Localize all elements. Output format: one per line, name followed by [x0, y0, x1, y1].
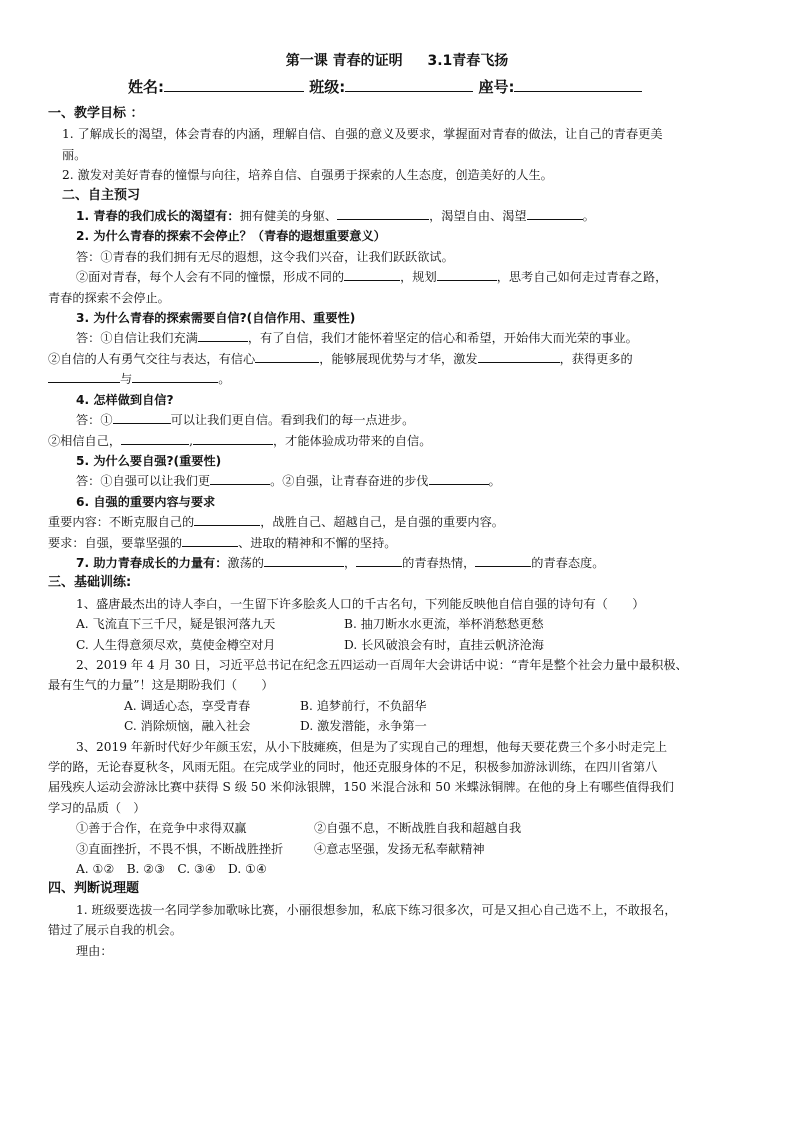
q1-line — [48, 206, 760, 226]
q6-title: 6. 自强的重要内容与要求 — [76, 494, 216, 509]
name-label: 姓名: — [128, 78, 164, 96]
item-1-options-row-2 — [48, 635, 760, 655]
q3-blank-3[interactable] — [478, 350, 560, 363]
q1-text-c: 。 — [582, 209, 595, 224]
item-3-statement-1: ①善于合作，在竞争中求得双赢 — [76, 821, 247, 836]
goal-2: 2. 激发对美好青春的憧憬与向往，培养自信、自强勇于探索的人生态度，创造美好的人生。 — [62, 168, 553, 183]
section-heading-judgement: 四、判断说理题 — [48, 881, 140, 897]
section-title: 3.1青春飞扬 — [427, 53, 509, 69]
q6-text-a: 重要内容：不断克服自己的 — [48, 515, 195, 530]
q7-line — [48, 553, 760, 573]
q4-text-b: 可以让我们更自信。看到我们的每一点进步。 — [170, 413, 415, 428]
section-heading-preview: 二、自主预习 — [62, 187, 141, 203]
q4-line-2 — [48, 431, 760, 451]
q5-title: 5. 为什么要自强?(重要性) — [76, 453, 222, 468]
q5-blank-1[interactable] — [210, 472, 270, 485]
q2-text-a: ②面对青春，每个人会有不同的憧憬，形成不同的 — [76, 270, 345, 285]
lesson-title: 第一课 青春的证明 — [285, 53, 403, 69]
item-3-statement-2: ②自强不息，不断战胜自我和超越自我 — [314, 821, 522, 836]
q2-blank-2[interactable] — [437, 268, 497, 281]
q1-blank-2[interactable] — [527, 207, 583, 220]
q1-title: 1. 青春的我们成长的渴望有： — [76, 209, 240, 224]
class-label: 班级: — [309, 78, 346, 96]
item-2-options-row-1 — [48, 696, 760, 716]
q7-text-d: 的青春态度。 — [531, 555, 605, 570]
q3-text-d: ，能够展现优势与才华，激发 — [319, 351, 478, 366]
q2-title: 2. 为什么青春的探索不会停止？（青春的遐想重要意义） — [76, 229, 386, 244]
q5-blank-2[interactable] — [429, 472, 489, 485]
q3-text-c: ②自信的人有勇气交往与表达，有信心 — [48, 351, 256, 366]
item-1-stem: 1、盛唐最杰出的诗人李白，一生留下许多脍炙人口的千古名句，下列能反映他自信自强的诗句有（ ） — [76, 596, 645, 611]
item-3-stem-line-4: 学习的品质（ ） — [48, 800, 146, 815]
q6-blank-1[interactable] — [194, 513, 260, 526]
q3-text-b: ，有了自信，我们才能怀着坚定的信心和希望，开始伟大而光荣的事业。 — [247, 331, 638, 346]
q3-blank-5[interactable] — [132, 370, 218, 383]
item-1-option-d[interactable]: D. 长风破浪会有时，直挂云帆济沧海 — [344, 637, 544, 652]
q2-line-1: 答：①青春的我们拥有无尽的遐想，这令我们兴奋，让我们跃跃欲试。 — [76, 249, 454, 264]
q6-line-1 — [48, 512, 760, 532]
q3-blank-4[interactable] — [48, 370, 120, 383]
q3-blank-2[interactable] — [255, 350, 319, 363]
q1-text-b: ，渴望自由、渴望 — [429, 209, 527, 224]
seat-label: 座号: — [478, 78, 515, 96]
q1-blank-1[interactable] — [337, 207, 429, 220]
q4-text-e: ，才能体验成功带来的自信。 — [273, 433, 432, 448]
q3-line-3 — [48, 369, 760, 389]
q3-line-1 — [48, 328, 760, 348]
q3-text-a: 答：①自信让我们充满 — [76, 331, 198, 346]
q3-text-f: 与 — [120, 372, 133, 387]
q3-line-2 — [48, 349, 760, 369]
q7-blank-2[interactable] — [356, 554, 402, 567]
q4-blank-1[interactable] — [113, 411, 171, 424]
q5-text-c: 。 — [488, 474, 501, 489]
q7-text-c: 的青春热情， — [402, 555, 476, 570]
q3-title: 3. 为什么青春的探索需要自信?(自信作用、重要性) — [76, 311, 356, 326]
student-info-line — [128, 76, 668, 97]
q6-blank-2[interactable] — [182, 534, 238, 547]
item-3-stem-line-3: 届残疾人运动会游泳比赛中获得 S 级 50 米仰泳银牌，150 米混合泳和 50 米蝶泳铜牌。在他的身上有哪些值得我们 — [48, 780, 674, 795]
q7-text-a: 激荡的 — [227, 555, 264, 570]
item-2-options-row-2 — [48, 716, 760, 736]
q7-blank-3[interactable] — [475, 554, 531, 567]
q7-blank-1[interactable] — [264, 554, 344, 567]
q3-text-e: ，获得更多的 — [559, 351, 633, 366]
item-1-option-b[interactable]: B. 抽刀断水水更流，举杯消愁愁更愁 — [344, 617, 544, 632]
item-2-stem-line-1: 2、2019 年 4 月 30 日，习近平总书记在纪念五四运动一百周年大会讲话中说：“青年是整个社会力量中最积极、 — [76, 657, 688, 672]
item-3-statements-row-2 — [48, 839, 760, 859]
q3-blank-1[interactable] — [198, 329, 248, 342]
item-2-option-c[interactable]: C. 消除烦恼，融入社会 — [124, 719, 251, 734]
q6-line-2 — [48, 533, 760, 553]
item-3-statement-4: ④意志坚强，发扬无私奉献精神 — [314, 841, 485, 856]
q6-text-d: 、进取的精神和不懈的坚持。 — [238, 535, 397, 550]
problem-1-line-1: 1. 班级要选拔一名同学参加歌咏比赛，小丽很想参加，私底下练习很多次，可是又担心自己选不上，不敢报名， — [76, 902, 677, 917]
q4-text-a: 答：① — [76, 413, 113, 428]
q2-blank-1[interactable] — [344, 268, 400, 281]
section-heading-practice: 三、基础训练: — [48, 575, 132, 591]
q5-text-a: 答：①自强可以让我们更 — [76, 474, 211, 489]
item-1-option-a[interactable]: A. 飞流直下三千尺，疑是银河落九天 — [76, 617, 276, 632]
q2-line-2 — [48, 267, 760, 287]
worksheet-body — [48, 104, 760, 958]
goal-1-line-2: 丽。 — [62, 147, 87, 162]
item-2-option-a[interactable]: A. 调适心态，享受青春 — [124, 698, 251, 713]
q1-text-a: 拥有健美的身躯、 — [239, 209, 338, 224]
q5-line-1 — [48, 471, 760, 491]
page-title — [0, 50, 794, 70]
item-3-statements-row-1 — [48, 818, 760, 838]
q6-text-b: ，战胜自己、超越自己，是自强的重要内容。 — [260, 515, 504, 530]
q4-blank-2[interactable] — [121, 432, 189, 445]
q7-title: 7. 助力青春成长的力量有： — [76, 555, 228, 570]
q6-text-c: 要求：自强，要靠坚强的 — [48, 535, 183, 550]
item-3-choices[interactable]: A. ①② B. ②③ C. ③④ D. ①④ — [76, 862, 267, 877]
q3-text-g: 。 — [218, 372, 231, 387]
q4-text-d: , — [189, 433, 193, 448]
seat-blank[interactable] — [514, 77, 642, 92]
item-3-stem-line-1: 3、2019 年新时代好少年颜玉宏，从小下肢瘫痪，但是为了实现自己的理想，他每天要花费三个多小时走完上 — [76, 739, 668, 754]
problem-1-line-2: 错过了展示自我的机会。 — [48, 923, 183, 938]
q5-text-b: 。②自强，让青春奋进的步伐 — [270, 474, 429, 489]
q7-text-b: ， — [343, 555, 357, 570]
item-3-statement-3: ③直面挫折，不畏不惧，不断战胜挫折 — [76, 841, 284, 856]
q4-blank-3[interactable] — [193, 432, 273, 445]
q4-text-c: ②相信自己， — [48, 433, 122, 448]
class-blank[interactable] — [345, 77, 473, 92]
item-2-option-d[interactable]: D. 激发潜能，永争第一 — [300, 719, 427, 734]
item-2-stem-line-2: 最有生气的力量”！这是期盼我们（ ） — [48, 678, 274, 693]
q2-text-b: ，规划 — [400, 270, 437, 285]
goal-1-line-1: 1. 了解成长的渴望，体会青春的内涵，理解自信、自强的意义及要求，掌握面对青春的做法，让自己的青春更美 — [62, 127, 663, 142]
section-heading-goals: 一、教学目标 ： — [48, 106, 144, 121]
item-1-option-c[interactable]: C. 人生得意须尽欢，莫使金樽空对月 — [76, 637, 276, 652]
item-2-option-b[interactable]: B. 追梦前行，不负韶华 — [300, 698, 427, 713]
q2-line-3: 青春的探索不会停止。 — [48, 290, 170, 305]
q4-line-1 — [48, 410, 760, 430]
problem-1-reason-label: 理由： — [76, 943, 113, 958]
q2-text-c: ，思考自己如何走过青春之路， — [496, 270, 668, 285]
q4-title: 4. 怎样做到自信? — [76, 392, 174, 407]
name-blank[interactable] — [164, 77, 304, 92]
item-1-options-row-1 — [48, 614, 760, 634]
item-3-stem-line-2: 学的路，无论春夏秋冬，风雨无阻。在完成学业的同时，他还克服身体的不足，积极参加游泳训练，在四川省第八 — [48, 760, 658, 774]
